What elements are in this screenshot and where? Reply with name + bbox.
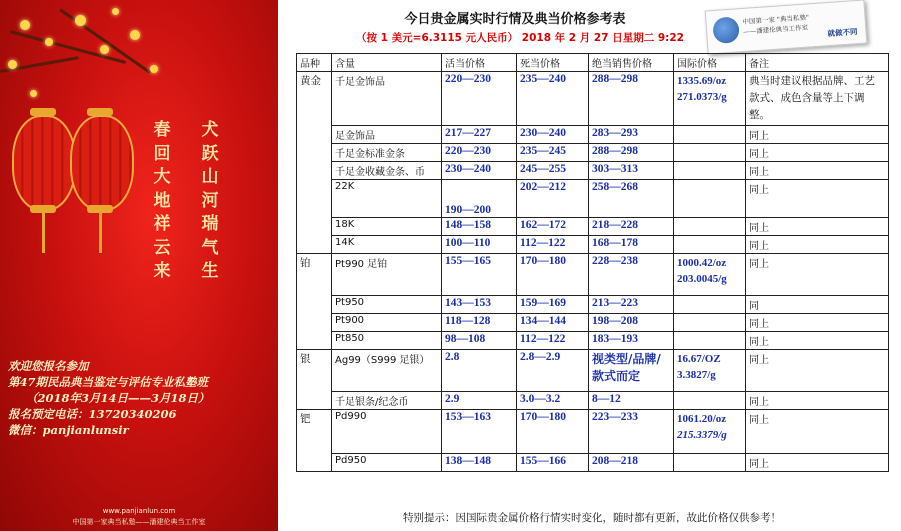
content-cell: 14K xyxy=(332,236,442,254)
red-lantern xyxy=(70,115,134,211)
table-row xyxy=(297,218,889,236)
intl-price-cell xyxy=(674,126,746,144)
couplet-char: 春 xyxy=(153,120,171,140)
content-cell: 18K xyxy=(332,218,442,236)
intl-price-cell xyxy=(674,254,746,296)
page-title: 今日贵金属实时行情及典当价格参考表 xyxy=(404,12,626,27)
content-cell: Pt850 xyxy=(332,332,442,350)
metal-name: 钯 xyxy=(297,410,332,472)
intl-price-g: 215.3379/g xyxy=(677,429,727,441)
column-header: 绝当销售价格 xyxy=(589,54,674,72)
live-price-cell: 100—110 xyxy=(442,236,517,254)
exchange-rate-date: （按 1 美元=6.3115 元人民币） 2018 年 2 月 27 日星期二 9:22 xyxy=(356,32,684,44)
intl-price-cell xyxy=(674,350,746,392)
plum-blossom xyxy=(30,90,37,97)
dead-price-cell: 2.8—2.9 xyxy=(517,350,589,392)
couplet-char: 祥 xyxy=(153,214,171,234)
intl-price-oz: 1335.69/oz xyxy=(677,75,727,87)
promo-line: （2018年3月14日——3月18日） xyxy=(26,391,210,405)
intl-price-cell xyxy=(674,144,746,162)
note-cell: 同上 xyxy=(746,410,889,454)
live-price-cell: 2.8 xyxy=(442,350,517,392)
live-price-cell: 217—227 xyxy=(442,126,517,144)
plum-branch xyxy=(59,8,151,74)
column-header: 品种 xyxy=(297,54,332,72)
dead-price-cell: 134—144 xyxy=(517,314,589,332)
live-price-cell: 220—230 xyxy=(442,144,517,162)
note-cell: 典当时建议根据品牌、工艺款式、成色含量等上下调整。 xyxy=(746,72,889,126)
dead-price-cell: 235—245 xyxy=(517,144,589,162)
note-cell: 同上 xyxy=(746,454,889,472)
intl-price-cell xyxy=(674,236,746,254)
dead-price-cell: 230—240 xyxy=(517,126,589,144)
note-cell: 同上 xyxy=(746,392,889,410)
live-price-cell: 98—108 xyxy=(442,332,517,350)
content-cell: Pt990 足铂 xyxy=(332,254,442,296)
note-cell: 同上 xyxy=(746,236,889,254)
content-cell: Pt950 xyxy=(332,296,442,314)
sale-price-cell: 198—208 xyxy=(589,314,674,332)
couplet-char: 河 xyxy=(201,190,219,211)
live-price-cell: 118—128 xyxy=(442,314,517,332)
promo-line: 欢迎您报名参加 xyxy=(8,359,89,373)
disclaimer-tip: 特别提示：因国际贵金属价格行情实时变化，随时都有更新，故此价格仅供参考！ xyxy=(403,512,781,524)
sale-price-cell: 208—218 xyxy=(589,454,674,472)
couplet-char: 云 xyxy=(153,237,171,258)
table-header-row xyxy=(297,54,889,72)
dead-price-cell: 202—212 xyxy=(517,180,589,218)
sale-price-cell: 168—178 xyxy=(589,236,674,254)
live-price-cell: 148—158 xyxy=(442,218,517,236)
plum-blossom xyxy=(8,60,17,69)
dead-price-cell: 245—255 xyxy=(517,162,589,180)
content-cell: Ag99（S999 足银） xyxy=(332,350,442,392)
column-header: 备注 xyxy=(746,54,889,72)
note-cell: 同上 xyxy=(746,314,889,332)
intl-price-oz: 1000.42/oz xyxy=(677,257,727,269)
dead-price-cell: 112—122 xyxy=(517,236,589,254)
live-price-cell: 190—200 xyxy=(442,180,517,218)
promo-phone: 报名预定电话：13720340206 xyxy=(8,407,177,421)
badge-line: ——潘建伦典当工作室 xyxy=(742,23,809,36)
dead-price-cell: 235—240 xyxy=(517,72,589,126)
footer-tagline: 中国第一家典当私塾——潘建伦典当工作室 xyxy=(72,518,206,526)
content-cell: Pd950 xyxy=(332,454,442,472)
dead-price-cell: 159—169 xyxy=(517,296,589,314)
table-row xyxy=(297,236,889,254)
couplet-right xyxy=(200,119,220,284)
metal-name: 银 xyxy=(297,350,332,410)
plum-blossom xyxy=(130,30,140,40)
live-price-cell: 220—230 xyxy=(442,72,517,126)
note-cell: 同上 xyxy=(746,180,889,218)
note-cell: 同上 xyxy=(746,332,889,350)
sale-price-cell: 283—293 xyxy=(589,126,674,144)
content-cell: 千足金饰品 xyxy=(332,72,442,126)
note-cell: 同上 xyxy=(746,144,889,162)
content-cell: 22K xyxy=(332,180,442,218)
live-price-cell: 155—165 xyxy=(442,254,517,296)
table-row xyxy=(297,410,889,454)
lantern-cap xyxy=(30,205,56,213)
intl-price-cell xyxy=(674,454,746,472)
table-row xyxy=(297,332,889,350)
column-header: 国际价格 xyxy=(674,54,746,72)
table-row xyxy=(297,126,889,144)
plum-blossom xyxy=(112,8,119,15)
table-row xyxy=(297,296,889,314)
intl-price-cell xyxy=(674,72,746,126)
table-row xyxy=(297,162,889,180)
table-row xyxy=(297,314,889,332)
couplet-char: 山 xyxy=(201,167,219,187)
metal-name: 黄金 xyxy=(297,72,332,254)
sale-price-cell: 218—228 xyxy=(589,218,674,236)
note-cell: 同上 xyxy=(746,126,889,144)
sale-price-cell: 213—223 xyxy=(589,296,674,314)
intl-price-oz: 16.67/OZ xyxy=(677,353,721,365)
note-cell: 同上 xyxy=(746,350,889,392)
plum-blossom xyxy=(20,20,30,30)
couplet-char: 瑞 xyxy=(201,214,219,234)
note-cell: 同上 xyxy=(746,254,889,296)
intl-price-oz: 1061.20/oz xyxy=(677,413,727,425)
intl-price-cell xyxy=(674,410,746,454)
intl-price-cell xyxy=(674,218,746,236)
content-cell: 千足银条/纪念币 xyxy=(332,392,442,410)
couplet-char: 犬 xyxy=(201,120,219,140)
note-cell: 同 xyxy=(746,296,889,314)
sale-price-cell: 228—238 xyxy=(589,254,674,296)
live-price-cell: 153—163 xyxy=(442,410,517,454)
lantern-cap xyxy=(87,205,113,213)
plum-blossom xyxy=(100,45,109,54)
column-header: 活当价格 xyxy=(442,54,517,72)
intl-price-cell xyxy=(674,180,746,218)
footer-website: www.panjianlun.com xyxy=(102,507,176,515)
couplet-char: 回 xyxy=(153,143,171,164)
live-price-cell: 138—148 xyxy=(442,454,517,472)
content-cell: Pd990 xyxy=(332,410,442,454)
content-cell: 千足金标准金条 xyxy=(332,144,442,162)
dead-price-cell: 155—166 xyxy=(517,454,589,472)
dead-price-cell: 112—122 xyxy=(517,332,589,350)
live-price-cell: 230—240 xyxy=(442,162,517,180)
intl-price-cell xyxy=(674,314,746,332)
plum-blossom xyxy=(45,38,53,46)
badge-line: 中国第一家 "典当私塾" xyxy=(742,13,810,27)
festive-banner-panel xyxy=(0,0,278,531)
plum-blossom xyxy=(150,65,158,73)
intl-price-cell xyxy=(674,392,746,410)
note-cell: 同上 xyxy=(746,218,889,236)
badge-brand: 就做不同 xyxy=(827,27,858,39)
sale-price-cell: 288—298 xyxy=(589,72,674,126)
metal-name: 铂 xyxy=(297,254,332,350)
lantern-tassel xyxy=(99,213,102,253)
table-row xyxy=(297,392,889,410)
intl-price-cell xyxy=(674,332,746,350)
intl-price-g: 203.0045/g xyxy=(677,273,727,285)
table-row xyxy=(297,144,889,162)
lantern-tassel xyxy=(42,213,45,253)
dead-price-cell: 170—180 xyxy=(517,410,589,454)
promo-wechat: 微信：panjianlunsir xyxy=(8,423,129,437)
couplet-char: 来 xyxy=(153,261,171,281)
sale-price-cell: 303—313 xyxy=(589,162,674,180)
column-header: 死当价格 xyxy=(517,54,589,72)
content-cell: 足金饰品 xyxy=(332,126,442,144)
sale-price-cell: 视类型/品牌/款式而定 xyxy=(589,350,674,392)
couplet-char: 跃 xyxy=(201,143,219,164)
table-row xyxy=(297,72,889,126)
dead-price-cell: 3.0—3.2 xyxy=(517,392,589,410)
sale-price-cell: 8—12 xyxy=(589,392,674,410)
sale-price-cell: 288—298 xyxy=(589,144,674,162)
content-cell: 千足金收藏金条、币 xyxy=(332,162,442,180)
column-header: 含量 xyxy=(332,54,442,72)
live-price-cell: 143—153 xyxy=(442,296,517,314)
sale-price-cell: 183—193 xyxy=(589,332,674,350)
content-cell: Pt900 xyxy=(332,314,442,332)
studio-badge xyxy=(705,0,868,55)
intl-price-g: 3.3827/g xyxy=(677,369,716,381)
promo-line: 第47期民品典当鉴定与评估专业私塾班 xyxy=(8,375,209,389)
intl-price-cell xyxy=(674,296,746,314)
studio-logo-icon xyxy=(712,16,740,44)
table-row xyxy=(297,180,889,218)
price-table xyxy=(296,53,889,472)
sale-price-cell: 258—268 xyxy=(589,180,674,218)
couplet-char: 地 xyxy=(153,190,171,211)
live-price-cell: 2.9 xyxy=(442,392,517,410)
couplet-char: 生 xyxy=(201,261,219,281)
table-row xyxy=(297,350,889,392)
couplet-char: 大 xyxy=(153,167,171,187)
sale-price-cell: 223—233 xyxy=(589,410,674,454)
plum-blossom xyxy=(75,15,86,26)
note-cell: 同上 xyxy=(746,162,889,180)
intl-price-g: 271.0373/g xyxy=(677,91,727,103)
couplet-char: 气 xyxy=(201,237,219,258)
table-row xyxy=(297,454,889,472)
dead-price-cell: 162—172 xyxy=(517,218,589,236)
table-row xyxy=(297,254,889,296)
couplet-left xyxy=(152,119,172,284)
dead-price-cell: 170—180 xyxy=(517,254,589,296)
course-promo xyxy=(8,358,276,438)
red-lantern xyxy=(12,115,76,211)
intl-price-cell xyxy=(674,162,746,180)
